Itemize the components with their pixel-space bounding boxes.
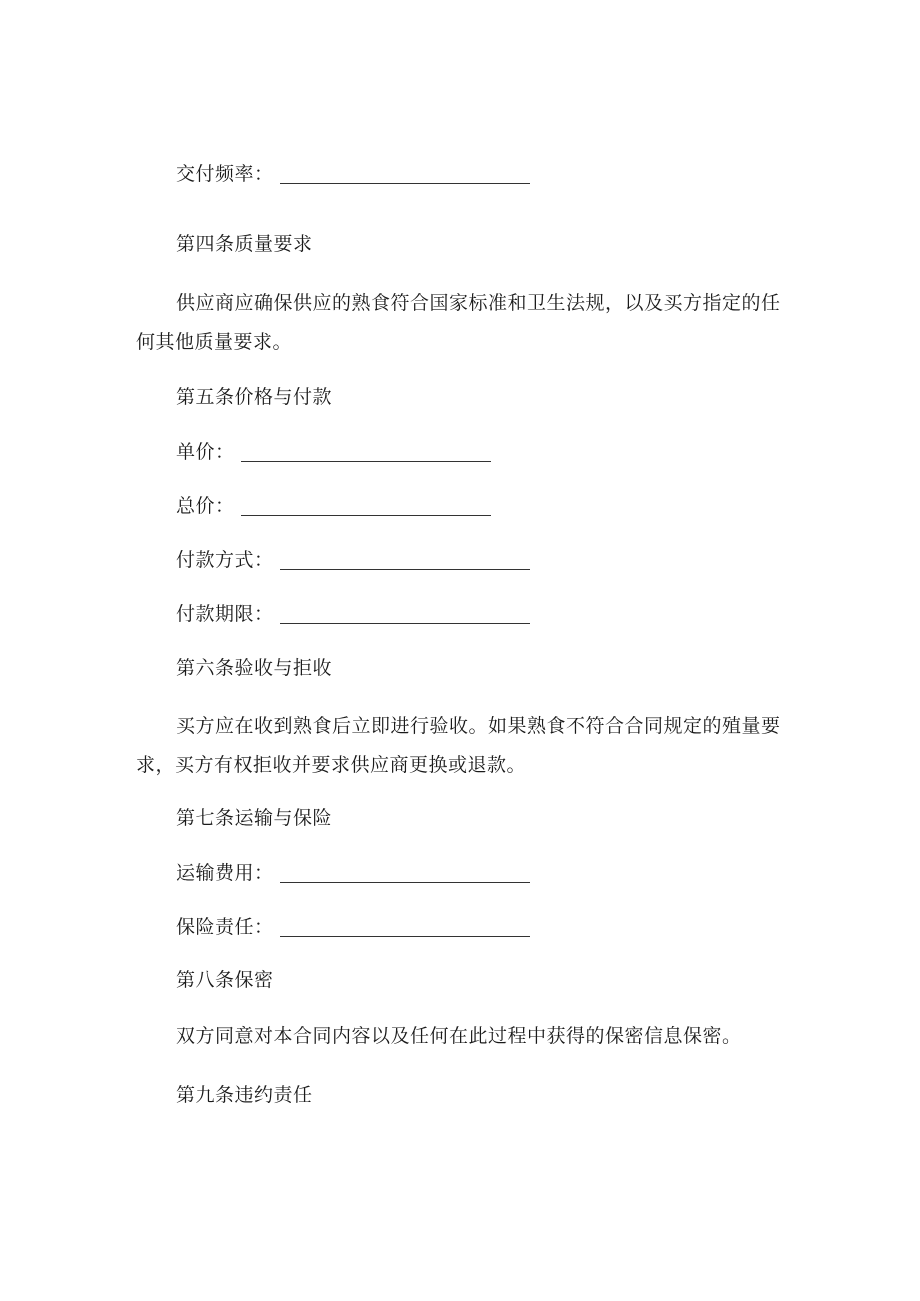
transport-cost-field bbox=[176, 856, 530, 890]
unit-price-label: 单价： bbox=[176, 441, 235, 463]
insurance-liability-field bbox=[176, 910, 530, 944]
section-9-title: 第九条违约责任 bbox=[176, 1084, 313, 1106]
section-7-title: 第七条运输与保险 bbox=[176, 807, 333, 829]
payment-term-blank[interactable] bbox=[280, 622, 530, 624]
transport-cost-blank[interactable] bbox=[280, 881, 530, 883]
section-5-title: 第五条价格与付款 bbox=[176, 386, 333, 408]
payment-method-blank[interactable] bbox=[280, 568, 530, 570]
payment-term-field bbox=[176, 597, 530, 631]
section-4-body: 供应商应确保供应的熟食符合国家标准和卫生法规，以及买方指定的任何其他质量要求。 bbox=[136, 292, 781, 353]
total-price-field bbox=[176, 489, 491, 523]
total-price-blank[interactable] bbox=[241, 514, 491, 516]
section-4-title: 第四条质量要求 bbox=[176, 233, 313, 255]
section-8-body: 双方同意对本合同内容以及任何在此过程中获得的保密信息保密。 bbox=[176, 1025, 742, 1047]
payment-term-label: 付款期限： bbox=[176, 603, 274, 625]
insurance-liability-label: 保险责任： bbox=[176, 916, 274, 938]
unit-price-blank[interactable] bbox=[241, 460, 491, 462]
delivery-frequency-field bbox=[176, 157, 530, 191]
payment-method-label: 付款方式： bbox=[176, 549, 274, 571]
section-8-title: 第八条保密 bbox=[176, 969, 274, 991]
insurance-liability-blank[interactable] bbox=[280, 935, 530, 937]
section-6-body: 买方应在收到熟食后立即进行验收。如果熟食不符合合同规定的殖量要求，买方有权拒收并要求供应商更换或退款。 bbox=[136, 715, 781, 776]
delivery-frequency-blank[interactable] bbox=[280, 182, 530, 184]
unit-price-field bbox=[176, 435, 491, 469]
payment-method-field bbox=[176, 543, 530, 577]
delivery-frequency-label: 交付频率： bbox=[176, 163, 274, 185]
transport-cost-label: 运输费用： bbox=[176, 862, 274, 884]
section-6-title: 第六条验收与拒收 bbox=[176, 657, 333, 679]
total-price-label: 总价： bbox=[176, 495, 235, 517]
